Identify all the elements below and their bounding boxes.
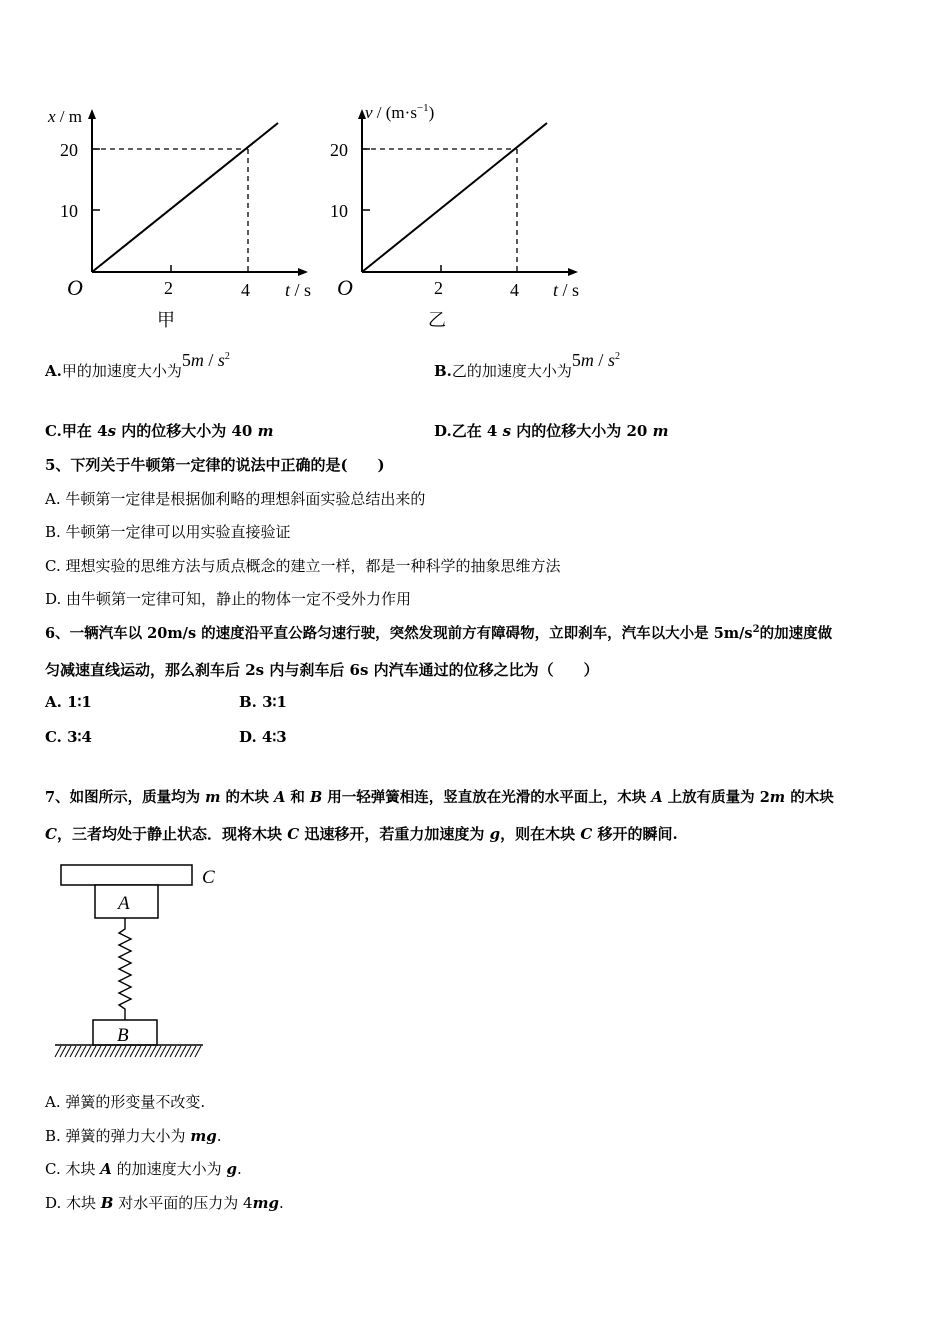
graph-caption: 甲 xyxy=(157,310,175,330)
y-axis-label: $v / (m\cdot s^{-1})$ xyxy=(365,102,435,122)
q7-stem-line2: C，三者均处于静止状态．现将木块 C 迅速移开，若重力加速度为 g，则在木块 C 移开的瞬间. xyxy=(45,825,678,843)
y-tick-label-10: 10 xyxy=(60,201,78,221)
q6-option-a[interactable]: A. 1∶1 xyxy=(45,693,92,711)
block-c xyxy=(61,865,192,885)
q5-stem: 5、下列关于牛顿第一定律的说法中正确的是( ) xyxy=(45,456,385,474)
origin-label: O xyxy=(337,275,353,300)
graph-yi xyxy=(310,100,600,340)
origin-label: O xyxy=(67,275,83,300)
graph-jia xyxy=(40,100,330,340)
q5-option-c[interactable]: C. 理想实验的思维方法与质点概念的建立一样，都是一种科学的抽象思维方法 xyxy=(45,557,561,575)
q5-option-a[interactable]: A. 牛顿第一定律是根据伽利略的理想斜面实验总结出来的 xyxy=(45,490,426,508)
spring-blocks-figure xyxy=(50,858,240,1078)
y-axis-label: x / m xyxy=(48,107,82,126)
q5-option-b[interactable]: B. 牛顿第一定律可以用实验直接验证 xyxy=(45,523,291,541)
block-c-label: C xyxy=(202,867,215,888)
accel-formula: $5m / s^2$ xyxy=(571,350,620,370)
q4-option-c[interactable]: C.甲在 4s 内的位移大小为 40 m xyxy=(45,422,274,440)
ground-hatch xyxy=(55,1046,201,1057)
q7-option-b[interactable]: B. 弹簧的弹力大小为 mg. xyxy=(45,1127,222,1145)
y-tick-label-20: 20 xyxy=(60,140,78,160)
q4-option-a[interactable]: A.甲的加速度大小为$5m / s^2$ xyxy=(45,350,230,380)
q6-stem-line1: 6、一辆汽车以 20m/s 的速度沿平直公路匀速行驶，突然发现前方有障碍物，立即刹车，汽车以大小是 $5m/s^2$的加速度做 xyxy=(45,624,833,642)
spring xyxy=(119,918,131,1020)
x-tick-label-4: 4 xyxy=(510,280,519,300)
y-axis-arrow xyxy=(88,109,96,119)
block-b-label: B xyxy=(117,1025,129,1046)
x-axis-label: t / s xyxy=(285,280,312,300)
x-tick-label-2: 2 xyxy=(164,278,173,298)
x-axis-arrow xyxy=(568,268,578,276)
graph-caption: 乙 xyxy=(428,310,446,330)
data-line xyxy=(362,123,547,272)
q4-option-b[interactable]: B.乙的加速度大小为$5m / s^2$ xyxy=(434,350,620,380)
q4-option-d[interactable]: D.乙在 4 s 内的位移大小为 20 m xyxy=(434,422,669,440)
q7-stem-line1: 7、如图所示，质量均为 m 的木块 A 和 B 用一轻弹簧相连，竖直放在光滑的水平面上，木块 A 上放有质量为 2m 的木块 xyxy=(45,789,834,806)
q5-option-d[interactable]: D. 由牛顿第一定律可知，静止的物体一定不受外力作用 xyxy=(45,590,412,608)
q6-option-d[interactable]: D. 4∶3 xyxy=(239,728,287,746)
x-axis-label: t / s xyxy=(553,280,580,300)
x-axis-arrow xyxy=(298,268,308,276)
x-tick-label-2: 2 xyxy=(434,278,443,298)
y-tick-label-10: 10 xyxy=(330,201,348,221)
x-tick-label-4: 4 xyxy=(241,280,250,300)
q7-option-d[interactable]: D. 木块 B 对水平面的压力为 4mg. xyxy=(45,1194,284,1212)
q6-stem-line2: 匀减速直线运动，那么刹车后 2s 内与刹车后 6s 内汽车通过的位移之比为（ ） xyxy=(45,661,599,679)
q6-option-b[interactable]: B. 3∶1 xyxy=(239,693,287,711)
accel-formula: $5m / s^2$ xyxy=(181,350,230,370)
block-a-label: A xyxy=(118,893,130,914)
data-line xyxy=(92,123,278,272)
q6-option-c[interactable]: C. 3∶4 xyxy=(45,728,92,746)
q7-option-c[interactable]: C. 木块 A 的加速度大小为 g. xyxy=(45,1160,242,1178)
y-tick-label-20: 20 xyxy=(330,140,348,160)
q7-option-a[interactable]: A. 弹簧的形变量不改变. xyxy=(45,1093,206,1111)
